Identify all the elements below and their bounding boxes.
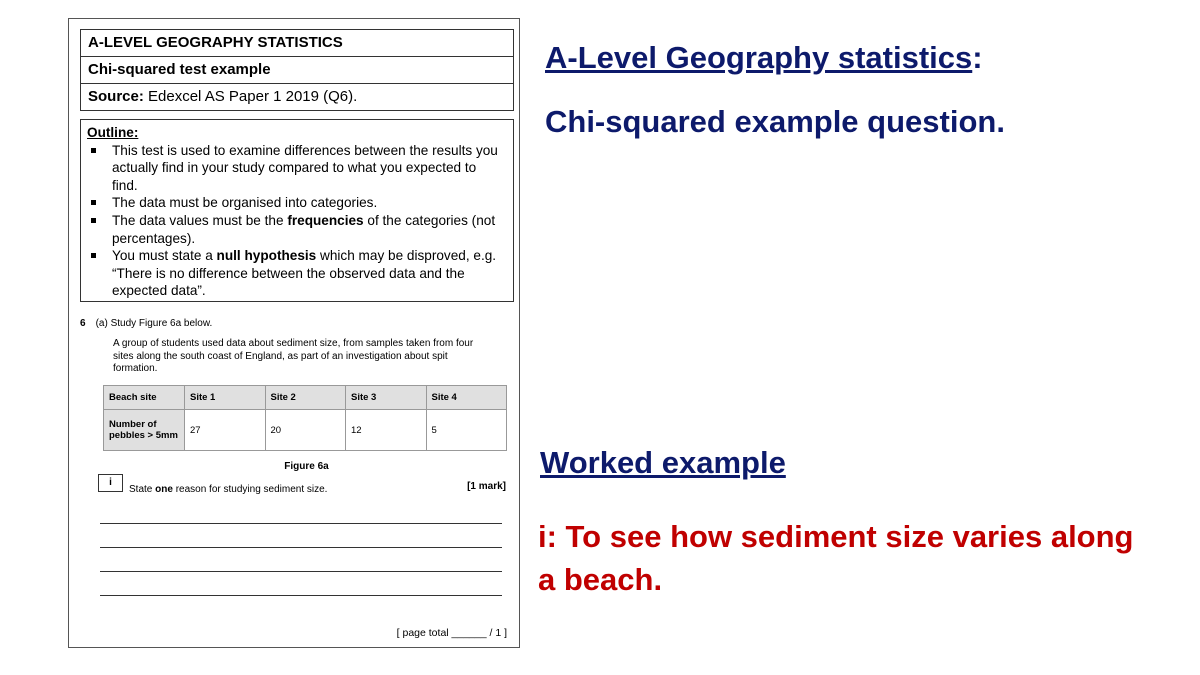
answer-line: [100, 571, 502, 572]
figure-6a-table: [103, 385, 507, 451]
worksheet-source: [81, 84, 513, 110]
source-label: Source:: [88, 88, 144, 105]
question-number: 6: [80, 318, 86, 329]
table-header: Site 4: [426, 386, 507, 410]
outline-bullet: You must state a null hypothesis which may be disproved, e.g. “There is no difference between the observed data and the expected data”.: [87, 247, 505, 300]
source-value: Edexcel AS Paper 1 2019 (Q6).: [143, 88, 358, 105]
worksheet-page: [68, 18, 520, 648]
table-row-label: Number of pebbles > 5mm: [104, 410, 185, 451]
worked-example-title: Worked example: [540, 445, 786, 480]
question-heading: [80, 318, 212, 329]
worked-answer: i: To see how sediment size varies along a beach.: [538, 519, 1134, 597]
table-header: Site 3: [346, 386, 427, 410]
question-part: (a) Study Figure 6a below.: [95, 318, 213, 329]
mark-allocation: [1 mark]: [467, 481, 506, 492]
slide-title-suffix: :: [972, 40, 983, 75]
worksheet-title: A-LEVEL GEOGRAPHY STATISTICS: [81, 30, 513, 57]
table-row: [104, 410, 507, 451]
slide-title: [545, 40, 983, 76]
outline-bullet: This test is used to examine differences between the results you actually find in your study compared to what you expected to find.: [87, 142, 505, 195]
answer-line: [100, 547, 502, 548]
subquestion-text: State one reason for studying sediment size.: [129, 484, 328, 495]
outline-list: [87, 142, 505, 300]
table-cell: 20: [265, 410, 346, 451]
answer-line: [100, 523, 502, 524]
question-text: A group of students used data about sediment size, from samples taken from four sites along the south coast of England, as part of an investigation about spit formation.: [113, 338, 474, 374]
table-header: Site 2: [265, 386, 346, 410]
page-total: [ page total ______ / 1 ]: [396, 627, 507, 639]
outline-bullet: The data values must be the frequencies of the categories (not percentages).: [87, 212, 505, 247]
outline-title: Outline:: [87, 125, 139, 140]
figure-caption: Figure 6a: [284, 461, 329, 472]
outline-bullet: The data must be organised into categories.: [87, 194, 505, 212]
table-header: Beach site: [104, 386, 185, 410]
table-header-row: [104, 386, 507, 410]
slide-subtitle: Chi-squared example question.: [545, 104, 1005, 139]
table-header: Site 1: [185, 386, 266, 410]
table-cell: 12: [346, 410, 427, 451]
slide-title-text: A-Level Geography statistics: [545, 40, 973, 75]
subquestion-label: i: [98, 474, 123, 492]
worksheet-header: [80, 29, 514, 111]
outline-box: [80, 119, 514, 302]
table-cell: 5: [426, 410, 507, 451]
worksheet-subtitle: Chi-squared test example: [81, 57, 513, 84]
answer-line: [100, 595, 502, 596]
table-cell: 27: [185, 410, 266, 451]
